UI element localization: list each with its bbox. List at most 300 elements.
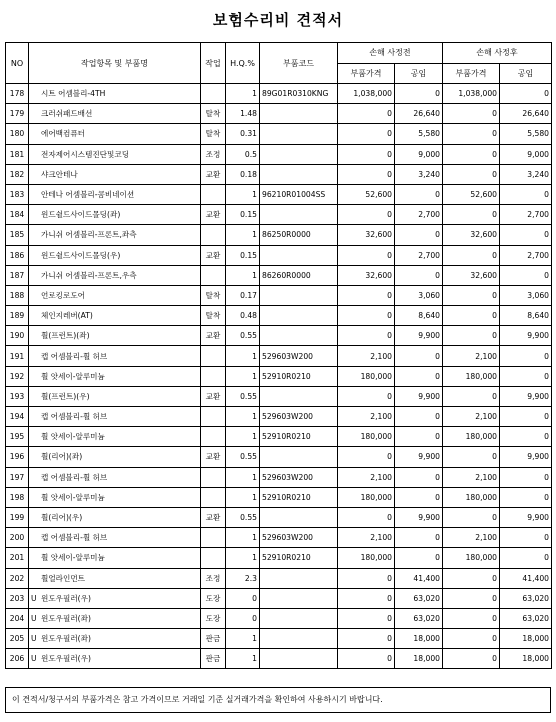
cell-hq: 1: [226, 629, 260, 649]
cell-before-labor: 3,240: [395, 164, 443, 184]
table-row: [6, 588, 552, 608]
cell-item-name: [29, 629, 201, 649]
table-row: [6, 306, 552, 326]
cell-before-parts-price: 180,000: [338, 366, 395, 386]
cell-part-code: [260, 386, 338, 406]
cell-item-name: [29, 507, 201, 527]
cell-before-parts-price: 52,600: [338, 184, 395, 204]
cell-after-parts-price: 0: [443, 285, 500, 305]
cell-work: [201, 84, 226, 104]
cell-after-parts-price: 0: [443, 629, 500, 649]
cell-before-labor: 0: [395, 346, 443, 366]
table-row: [6, 467, 552, 487]
cell-before-labor: 0: [395, 427, 443, 447]
cell-after-parts-price: 180,000: [443, 427, 500, 447]
cell-u-flag: U: [31, 654, 37, 664]
col-header-before-labor: 공임: [395, 63, 443, 84]
cell-work: 탈착: [201, 104, 226, 124]
cell-part-code: [260, 588, 338, 608]
cell-after-labor: 0: [500, 487, 552, 507]
cell-no: 201: [6, 548, 29, 568]
cell-part-code: 52910R0210: [260, 427, 338, 447]
cell-u-flag: U: [31, 613, 37, 623]
cell-item-name: [29, 447, 201, 467]
col-header-code: 부품코드: [260, 43, 338, 84]
cell-item-name: [29, 588, 201, 608]
cell-after-labor: 9,900: [500, 326, 552, 346]
cell-before-labor: 0: [395, 265, 443, 285]
cell-item-name: [29, 548, 201, 568]
cell-before-labor: 8,640: [395, 306, 443, 326]
cell-item-name: [29, 568, 201, 588]
cell-item-name-text: 안테나 어셈블리-콤비네이션: [41, 190, 135, 200]
cell-part-code: 529603W200: [260, 346, 338, 366]
cell-item-name-text: 휠(리어)(좌): [41, 452, 83, 462]
cell-hq: 0.55: [226, 326, 260, 346]
col-header-after: 손해 사정후: [443, 43, 552, 64]
cell-no: 192: [6, 366, 29, 386]
cell-part-code: [260, 124, 338, 144]
cell-after-labor: 18,000: [500, 629, 552, 649]
cell-hq: 0.5: [226, 144, 260, 164]
cell-item-name: [29, 144, 201, 164]
cell-item-name: [29, 104, 201, 124]
cell-item-name: [29, 608, 201, 628]
cell-hq: 0: [226, 588, 260, 608]
cell-work: [201, 427, 226, 447]
cell-after-labor: 63,020: [500, 588, 552, 608]
cell-no: 196: [6, 447, 29, 467]
cell-no: 191: [6, 346, 29, 366]
table-row: [6, 265, 552, 285]
cell-before-labor: 9,900: [395, 326, 443, 346]
cell-after-labor: 0: [500, 548, 552, 568]
col-header-work: 작업: [201, 43, 226, 84]
cell-after-labor: 0: [500, 366, 552, 386]
cell-after-parts-price: 0: [443, 104, 500, 124]
cell-after-labor: 9,900: [500, 507, 552, 527]
table-row: [6, 346, 552, 366]
cell-item-name-text: 휠 앗세이-알루미늄: [41, 553, 105, 563]
cell-before-labor: 2,700: [395, 245, 443, 265]
cell-before-parts-price: 2,100: [338, 467, 395, 487]
cell-item-name-text: 가니쉬 어셈블리-프론트,우측: [41, 270, 137, 280]
cell-before-labor: 63,020: [395, 608, 443, 628]
cell-after-parts-price: 2,100: [443, 467, 500, 487]
cell-item-name: [29, 386, 201, 406]
cell-before-labor: 9,000: [395, 144, 443, 164]
cell-item-name: [29, 245, 201, 265]
cell-before-parts-price: 0: [338, 386, 395, 406]
col-header-hq: H.Q.%: [226, 43, 260, 84]
cell-work: 탈착: [201, 124, 226, 144]
cell-item-name: [29, 366, 201, 386]
table-row: [6, 326, 552, 346]
cell-before-labor: 0: [395, 528, 443, 548]
cell-item-name-text: 캡 어셈블리-휠 허브: [41, 412, 108, 422]
cell-after-parts-price: 1,038,000: [443, 84, 500, 104]
table-row: [6, 608, 552, 628]
cell-hq: 0.17: [226, 285, 260, 305]
cell-before-parts-price: 0: [338, 144, 395, 164]
cell-part-code: 529603W200: [260, 528, 338, 548]
cell-after-labor: 9,900: [500, 447, 552, 467]
cell-hq: 0: [226, 608, 260, 628]
cell-after-parts-price: 52,600: [443, 184, 500, 204]
cell-after-parts-price: 0: [443, 588, 500, 608]
cell-before-labor: 41,400: [395, 568, 443, 588]
cell-after-labor: 2,700: [500, 205, 552, 225]
cell-after-labor: 8,640: [500, 306, 552, 326]
cell-part-code: 86260R0000: [260, 265, 338, 285]
cell-hq: 1: [226, 649, 260, 669]
cell-after-labor: 0: [500, 184, 552, 204]
cell-before-labor: 9,900: [395, 447, 443, 467]
cell-after-labor: 18,000: [500, 649, 552, 669]
cell-work: 교환: [201, 386, 226, 406]
cell-before-labor: 0: [395, 407, 443, 427]
cell-item-name: [29, 205, 201, 225]
cell-item-name-text: 가니쉬 어셈블리-프론트,좌측: [41, 230, 137, 240]
estimate-table: [5, 42, 552, 669]
cell-no: 195: [6, 427, 29, 447]
cell-after-parts-price: 0: [443, 608, 500, 628]
cell-before-labor: 0: [395, 366, 443, 386]
col-header-before: 손해 사정전: [338, 43, 443, 64]
cell-before-parts-price: 0: [338, 568, 395, 588]
cell-hq: 0.55: [226, 507, 260, 527]
cell-work: [201, 346, 226, 366]
cell-no: 198: [6, 487, 29, 507]
cell-before-parts-price: 0: [338, 649, 395, 669]
cell-before-parts-price: 0: [338, 205, 395, 225]
cell-item-name: [29, 184, 201, 204]
cell-after-parts-price: 0: [443, 205, 500, 225]
cell-no: 190: [6, 326, 29, 346]
cell-hq: 1: [226, 548, 260, 568]
cell-item-name-text: 시트 어셈블리-4TH: [41, 89, 106, 99]
cell-hq: 1: [226, 467, 260, 487]
cell-after-parts-price: 0: [443, 568, 500, 588]
cell-after-parts-price: 0: [443, 386, 500, 406]
cell-hq: 1: [226, 346, 260, 366]
cell-item-name-text: 전자제어시스템진단및코딩: [41, 149, 130, 159]
cell-after-parts-price: 2,100: [443, 528, 500, 548]
cell-no: 189: [6, 306, 29, 326]
cell-before-labor: 0: [395, 84, 443, 104]
cell-part-code: [260, 507, 338, 527]
cell-work: [201, 366, 226, 386]
cell-after-parts-price: 2,100: [443, 407, 500, 427]
cell-hq: 0.48: [226, 306, 260, 326]
cell-before-labor: 26,640: [395, 104, 443, 124]
table-row: [6, 447, 552, 467]
cell-work: [201, 467, 226, 487]
cell-part-code: 96210R01004SS: [260, 184, 338, 204]
cell-work: [201, 487, 226, 507]
cell-part-code: [260, 144, 338, 164]
cell-no: 186: [6, 245, 29, 265]
cell-item-name: [29, 265, 201, 285]
cell-after-parts-price: 0: [443, 649, 500, 669]
table-row: [6, 84, 552, 104]
cell-item-name-text: 윈도우필러(좌): [41, 613, 91, 623]
cell-after-labor: 0: [500, 427, 552, 447]
cell-no: 183: [6, 184, 29, 204]
cell-work: 탈착: [201, 306, 226, 326]
cell-no: 187: [6, 265, 29, 285]
cell-item-name: [29, 467, 201, 487]
cell-before-parts-price: 2,100: [338, 346, 395, 366]
cell-before-labor: 2,700: [395, 205, 443, 225]
table-row: [6, 225, 552, 245]
cell-work: 탈착: [201, 285, 226, 305]
cell-part-code: [260, 306, 338, 326]
table-row: [6, 164, 552, 184]
cell-before-parts-price: 2,100: [338, 528, 395, 548]
cell-before-parts-price: 0: [338, 608, 395, 628]
cell-after-parts-price: 0: [443, 124, 500, 144]
cell-work: 조정: [201, 144, 226, 164]
cell-before-parts-price: 0: [338, 124, 395, 144]
cell-after-labor: 9,900: [500, 386, 552, 406]
document-title: 보험수리비 견적서: [212, 11, 344, 29]
cell-before-parts-price: 180,000: [338, 427, 395, 447]
cell-after-labor: 26,640: [500, 104, 552, 124]
cell-work: 교환: [201, 326, 226, 346]
table-row: [6, 144, 552, 164]
cell-after-labor: 63,020: [500, 608, 552, 628]
col-header-before-parts: 부품가격: [338, 63, 395, 84]
cell-before-parts-price: 0: [338, 104, 395, 124]
cell-item-name-text: 체인지레버(AT): [41, 311, 93, 321]
cell-part-code: 52910R0210: [260, 366, 338, 386]
cell-before-parts-price: 0: [338, 306, 395, 326]
cell-after-parts-price: 180,000: [443, 366, 500, 386]
cell-no: 182: [6, 164, 29, 184]
cell-work: 조정: [201, 568, 226, 588]
cell-before-parts-price: 180,000: [338, 487, 395, 507]
cell-after-labor: 2,700: [500, 245, 552, 265]
cell-u-flag: U: [31, 593, 37, 603]
cell-item-name-text: 휠(프런트)(좌): [41, 331, 90, 341]
cell-hq: 1: [226, 265, 260, 285]
cell-item-name-text: 휠 앗세이-알루미늄: [41, 371, 105, 381]
cell-before-labor: 0: [395, 225, 443, 245]
cell-item-name-text: 샤크안테나: [41, 169, 78, 179]
cell-work: 도장: [201, 588, 226, 608]
cell-after-parts-price: 0: [443, 507, 500, 527]
cell-part-code: 86250R0000: [260, 225, 338, 245]
cell-no: 179: [6, 104, 29, 124]
cell-no: 184: [6, 205, 29, 225]
col-header-after-parts: 부품가격: [443, 63, 500, 84]
cell-work: [201, 265, 226, 285]
cell-hq: 0.55: [226, 447, 260, 467]
cell-part-code: [260, 285, 338, 305]
cell-item-name-text: 휠(리어)(우): [41, 513, 83, 523]
cell-item-name: [29, 407, 201, 427]
cell-before-parts-price: 0: [338, 164, 395, 184]
cell-after-labor: 0: [500, 467, 552, 487]
cell-before-labor: 0: [395, 548, 443, 568]
cell-item-name: [29, 124, 201, 144]
cell-no: 194: [6, 407, 29, 427]
cell-before-parts-price: 0: [338, 588, 395, 608]
cell-hq: 1: [226, 427, 260, 447]
cell-item-name: [29, 164, 201, 184]
cell-hq: 0.15: [226, 245, 260, 265]
cell-part-code: [260, 447, 338, 467]
header-row-1: [6, 43, 552, 64]
cell-before-parts-price: 32,600: [338, 225, 395, 245]
cell-item-name-text: 윈드쉴드사이드몰딩(우): [41, 250, 121, 260]
cell-work: [201, 548, 226, 568]
cell-item-name-text: 캡 어셈블리-휠 허브: [41, 351, 108, 361]
cell-item-name-text: 윈도우필러(우): [41, 593, 91, 603]
cell-after-labor: 0: [500, 84, 552, 104]
cell-before-labor: 0: [395, 467, 443, 487]
cell-after-labor: 0: [500, 265, 552, 285]
cell-work: [201, 184, 226, 204]
cell-item-name: [29, 84, 201, 104]
cell-part-code: [260, 164, 338, 184]
cell-item-name-text: 캡 어셈블리-휠 허브: [41, 472, 108, 482]
cell-hq: 1: [226, 184, 260, 204]
cell-item-name: [29, 528, 201, 548]
cell-after-parts-price: 180,000: [443, 548, 500, 568]
cell-after-labor: 0: [500, 528, 552, 548]
cell-u-flag: U: [31, 634, 37, 644]
table-row: [6, 245, 552, 265]
cell-item-name-text: 휠 앗세이-알루미늄: [41, 492, 105, 502]
table-row: [6, 528, 552, 548]
cell-before-labor: 63,020: [395, 588, 443, 608]
table-row: [6, 407, 552, 427]
cell-after-labor: 41,400: [500, 568, 552, 588]
cell-after-parts-price: 0: [443, 245, 500, 265]
cell-no: 206: [6, 649, 29, 669]
cell-after-labor: 0: [500, 346, 552, 366]
cell-work: 판금: [201, 649, 226, 669]
cell-no: 193: [6, 386, 29, 406]
cell-work: 판금: [201, 629, 226, 649]
cell-before-parts-price: 0: [338, 245, 395, 265]
cell-hq: 0.18: [226, 164, 260, 184]
footer-note: 이 견적서/청구서의 부품가격은 참고 가격이므로 거래일 기준 실거래가격을 확인하여 사용하시기 바랍니다.: [5, 687, 551, 713]
cell-item-name-text: 윈드쉴드사이드몰딩(좌): [41, 210, 121, 220]
cell-after-parts-price: 0: [443, 326, 500, 346]
cell-part-code: 529603W200: [260, 467, 338, 487]
cell-part-code: 52910R0210: [260, 548, 338, 568]
cell-part-code: [260, 205, 338, 225]
cell-after-labor: 9,000: [500, 144, 552, 164]
cell-before-parts-price: 0: [338, 447, 395, 467]
cell-work: [201, 225, 226, 245]
col-header-after-labor: 공임: [500, 63, 552, 84]
cell-hq: 1: [226, 225, 260, 245]
table-row: [6, 649, 552, 669]
table-row: [6, 104, 552, 124]
cell-after-parts-price: 0: [443, 306, 500, 326]
cell-part-code: [260, 608, 338, 628]
cell-hq: 1: [226, 84, 260, 104]
cell-no: 205: [6, 629, 29, 649]
cell-item-name: [29, 427, 201, 447]
cell-part-code: [260, 245, 338, 265]
cell-item-name: [29, 649, 201, 669]
cell-after-parts-price: 180,000: [443, 487, 500, 507]
cell-part-code: 529603W200: [260, 407, 338, 427]
cell-hq: 0.55: [226, 386, 260, 406]
cell-work: [201, 407, 226, 427]
cell-hq: 1: [226, 366, 260, 386]
cell-work: [201, 528, 226, 548]
cell-no: 204: [6, 608, 29, 628]
cell-before-parts-price: 32,600: [338, 265, 395, 285]
cell-work: 교환: [201, 164, 226, 184]
cell-part-code: 52910R0210: [260, 487, 338, 507]
cell-before-parts-price: 0: [338, 285, 395, 305]
cell-work: 교환: [201, 245, 226, 265]
cell-hq: 1.48: [226, 104, 260, 124]
cell-no: 185: [6, 225, 29, 245]
cell-no: 199: [6, 507, 29, 527]
cell-work: 교환: [201, 507, 226, 527]
cell-item-name-text: 윈도우필러(우): [41, 654, 91, 664]
col-header-no: NO: [6, 43, 29, 84]
cell-no: 181: [6, 144, 29, 164]
cell-before-labor: 9,900: [395, 386, 443, 406]
cell-before-parts-price: 0: [338, 629, 395, 649]
table-row: [6, 629, 552, 649]
cell-before-parts-price: 1,038,000: [338, 84, 395, 104]
cell-before-parts-price: 0: [338, 507, 395, 527]
table-row: [6, 548, 552, 568]
table-row: [6, 568, 552, 588]
cell-item-name: [29, 326, 201, 346]
cell-after-parts-price: 2,100: [443, 346, 500, 366]
cell-before-labor: 9,900: [395, 507, 443, 527]
cell-after-labor: 0: [500, 225, 552, 245]
cell-hq: 2.3: [226, 568, 260, 588]
cell-no: 200: [6, 528, 29, 548]
cell-after-parts-price: 32,600: [443, 265, 500, 285]
cell-hq: 1: [226, 407, 260, 427]
cell-item-name: [29, 487, 201, 507]
cell-work: 도장: [201, 608, 226, 628]
cell-after-parts-price: 0: [443, 144, 500, 164]
cell-part-code: 89G01R0310KNG: [260, 84, 338, 104]
cell-hq: 1: [226, 528, 260, 548]
table-row: [6, 507, 552, 527]
cell-before-labor: 18,000: [395, 629, 443, 649]
cell-after-parts-price: 0: [443, 447, 500, 467]
cell-item-name-text: 에어백컴퓨터: [41, 129, 86, 139]
cell-before-labor: 3,060: [395, 285, 443, 305]
cell-item-name-text: 캡 어셈블리-휠 허브: [41, 533, 108, 543]
cell-no: 180: [6, 124, 29, 144]
cell-before-parts-price: 2,100: [338, 407, 395, 427]
estimate-rows: [6, 84, 552, 669]
cell-before-labor: 0: [395, 184, 443, 204]
table-row: [6, 487, 552, 507]
col-header-item: 작업항목 및 부품명: [29, 43, 201, 84]
cell-part-code: [260, 568, 338, 588]
cell-no: 197: [6, 467, 29, 487]
cell-hq: 0.31: [226, 124, 260, 144]
cell-item-name-text: 휠 앗세이-알루미늄: [41, 432, 105, 442]
